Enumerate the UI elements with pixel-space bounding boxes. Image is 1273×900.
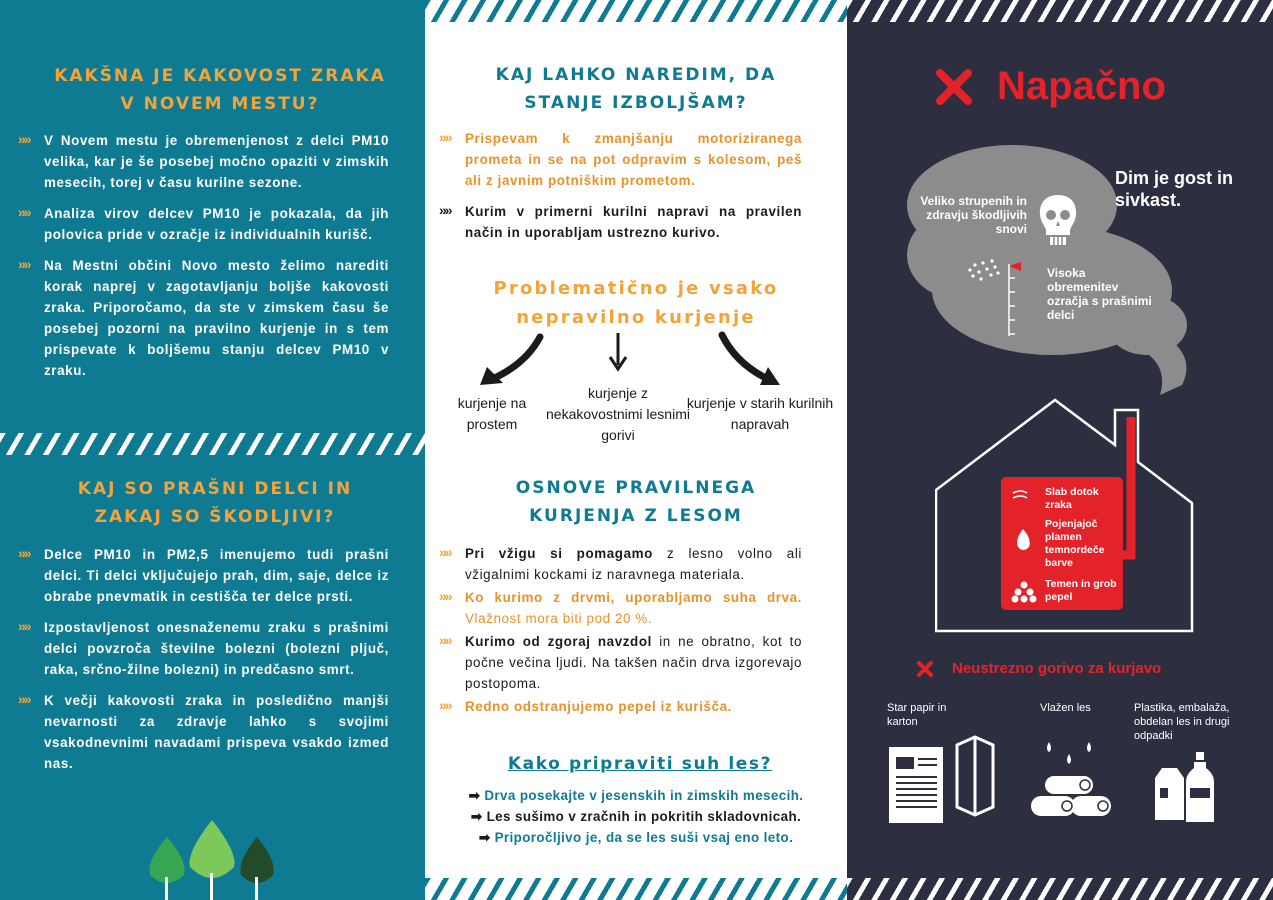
stove-item: Pojenjajoč plamen temnordeče barve xyxy=(1045,518,1105,569)
tree-icon xyxy=(240,837,273,883)
air-quality-heading xyxy=(20,62,420,118)
chevron-icon: »» xyxy=(439,544,451,560)
tip-text: Priporočljivo je, da se les suši vsaj eno leto. xyxy=(494,830,794,845)
chevron-icon: »» xyxy=(18,545,30,561)
particles-scale-icon xyxy=(965,258,1043,338)
list-item xyxy=(437,128,802,191)
fuel-paper-label: Star papir in karton xyxy=(887,702,947,728)
wrong-x-icon xyxy=(935,68,973,106)
chevron-icon: »» xyxy=(439,129,451,145)
tip-item xyxy=(425,827,847,848)
list-item xyxy=(16,203,389,245)
heading-line: ZAKAJ SO ŠKODLJIVI? xyxy=(94,507,336,527)
tip-item xyxy=(425,785,847,806)
list-item-bold-text: Pri vžigu si pomagamo xyxy=(465,546,653,561)
list-item-text: Prispevam k zmanjšanju motoriziranega prometa in se na pot odpravim s kolesom, peš ali z javnim potniškim prometom. xyxy=(465,131,802,188)
tip-item xyxy=(425,806,847,827)
fuel-wet-wood-label: Vlažen les xyxy=(1040,702,1091,714)
chevron-icon: »» xyxy=(18,256,30,272)
cause-bad-fuel: kurjenje z nekakovostnimi lesnimi gorivi xyxy=(546,385,690,443)
arrow-icon: ➡ xyxy=(478,830,495,845)
list-item xyxy=(16,617,389,680)
heading-line: nepravilno kurjenje xyxy=(516,307,756,328)
middle-panel xyxy=(425,0,847,900)
chevron-icon: »» xyxy=(439,202,451,218)
flame-icon xyxy=(1017,529,1030,550)
stripe-bottom xyxy=(425,878,847,900)
arrow-left-icon xyxy=(490,337,540,380)
fuel-waste-label: Plastika, embalaža, obdelan les in drugi odpadki xyxy=(1134,702,1230,742)
tip-text: Les sušimo v zračnih in pokritih skladovnicah. xyxy=(486,809,802,824)
chevron-icon: »» xyxy=(18,618,30,634)
list-item-text: Kurim v primerni kurilni napravi na pravilen način in uporabljam ustrezno kurivo. xyxy=(465,204,802,240)
wrong-title: Napačno xyxy=(997,64,1166,108)
heading-line: OSNOVE PRAVILNEGA xyxy=(515,478,757,498)
arrow-icon: ➡ xyxy=(470,809,487,824)
cause-outdoor: kurjenje na prostem xyxy=(457,395,527,432)
list-item-bold-text: Kurimo od zgoraj navzdol xyxy=(465,634,652,649)
improve-heading xyxy=(425,61,847,117)
tree-icon xyxy=(189,820,234,878)
chevron-icon: »» xyxy=(18,691,30,707)
list-item-text: Delce PM10 in PM2,5 imenujemo tudi prašni delci. Ti delci vključujejo prah, dim, saje, delce iz obrabe pnevmatik in cestišča ter delce prsti. xyxy=(44,547,389,604)
ash-icon xyxy=(1012,582,1037,603)
plastic-waste-icon xyxy=(1152,750,1222,828)
list-item xyxy=(16,690,389,774)
arrow-icon: ➡ xyxy=(468,788,485,803)
list-item xyxy=(437,543,802,585)
list-item-text: Analiza virov delcev PM10 je pokazala, da jih polovica pride v ozračje iz individualnih kurišč. xyxy=(44,206,389,242)
list-item-text: Na Mestni občini Novo mesto želimo narediti korak naprej v zagotavljanju boljše kakovosti zraka. Priporočamo, da ste v zimskem času še posebej pozorni na pravilno kurjenje in s tem prispevate k boljšemu stanju delcev PM10 v zraku. xyxy=(44,258,389,378)
list-item-text: in ne obratno, kot to počne večina ljudi. Na takšen način drva izgorevajo postopoma. xyxy=(465,634,802,691)
tree-icon xyxy=(149,837,184,883)
left-panel xyxy=(0,0,425,900)
stripe-top xyxy=(425,0,847,22)
chevron-icon: »» xyxy=(439,632,451,648)
improve-list xyxy=(437,128,802,253)
list-item-text: z lesno volno ali vžigalnimi kockami iz naravnega materiala. xyxy=(465,546,802,582)
heading-line: KAJ LAHKO NAREDIM, DA xyxy=(495,65,777,85)
heading-line: KAJ SO PRAŠNI DELCI IN xyxy=(77,479,353,499)
problem-heading xyxy=(425,274,847,332)
dry-wood-tips xyxy=(425,785,847,848)
list-item-text: Vlažnost mora biti pod 20 %. xyxy=(465,611,653,626)
stove-icons xyxy=(1011,487,1041,607)
list-item xyxy=(16,544,389,607)
list-item xyxy=(437,631,802,694)
heading-line: KURJENJA Z LESOM xyxy=(529,506,743,526)
basics-heading xyxy=(425,474,847,530)
trees-illustration xyxy=(140,815,290,900)
chevron-icon: »» xyxy=(18,204,30,220)
heading-line: KAKŠNA JE KAKOVOST ZRAKA xyxy=(54,66,386,86)
smoke-label: Dim je gost in sivkast. xyxy=(1115,168,1234,210)
wet-logs-icon xyxy=(1027,740,1115,826)
list-item-text: V Novem mestu je obremenjenost z delci PM10 velika, kar je še posebej močno opaziti v zimskih mesecih, torej v času kurilne sezone. xyxy=(44,133,389,190)
basics-list xyxy=(437,543,802,719)
list-item-bold-text: Redno odstranjujemo pepel iz kurišča. xyxy=(465,699,733,714)
list-item-bold-text: Ko kurimo z drvmi, uporabljamo suha drva. xyxy=(465,590,802,605)
list-item xyxy=(16,255,389,381)
heading-line: V NOVEM MESTU? xyxy=(120,94,320,114)
skull-icon xyxy=(1037,193,1079,251)
chevron-icon: »» xyxy=(439,697,451,713)
newspaper-icon xyxy=(887,735,999,827)
list-item xyxy=(437,201,802,243)
heading-line: STANJE IZBOLJŠAM? xyxy=(524,93,748,113)
fuel-heading: Neustrezno gorivo za kurjavo xyxy=(952,660,1162,677)
stripe-divider xyxy=(0,433,425,455)
tip-text: Drva posekajte v jesenskih in zimskih mesecih. xyxy=(484,788,804,803)
dust-particles-heading xyxy=(15,475,415,531)
list-item xyxy=(16,130,389,193)
stripe-top xyxy=(847,0,1273,22)
list-item-text: Izpostavljenost onesnaženemu zraku s prašnimi delci povzroča številne bolezni (bolezni pljuč, raka, srčno-žilne bolezni) in predčasno smrt. xyxy=(44,620,389,677)
list-item-text: K večji kakovosti zraka in posledično manjši nevarnosti za zdravje lahko s svojimi vsakodnevnimi navadami prispeva vsakdo izmed nas. xyxy=(44,693,389,771)
stripe-bottom xyxy=(847,878,1273,900)
stove-item: Slab dotok zraka xyxy=(1045,486,1099,511)
list-item xyxy=(437,587,802,629)
toxic-label: Veliko strupenih in zdravju škodljivih snovi xyxy=(920,194,1027,236)
chevron-icon: »» xyxy=(18,131,30,147)
air-flow-icon xyxy=(1013,491,1027,498)
wrong-small-icon xyxy=(916,660,934,678)
cause-old-devices: kurjenje v starih kurilnih napravah xyxy=(686,395,834,432)
pollution-label: Visoka obremenitev ozračja s prašnimi delci xyxy=(1047,266,1152,322)
dust-particles-list xyxy=(16,544,389,784)
right-panel xyxy=(847,0,1273,900)
arrow-right-icon xyxy=(722,335,770,380)
heading-line: Problematično je vsako xyxy=(493,278,779,299)
stove-item: Temen in grob pepel xyxy=(1045,578,1117,603)
chevron-icon: »» xyxy=(439,588,451,604)
dry-wood-heading: Kako pripraviti suh les? xyxy=(507,754,773,774)
air-quality-list xyxy=(16,130,389,391)
list-item xyxy=(437,696,802,717)
